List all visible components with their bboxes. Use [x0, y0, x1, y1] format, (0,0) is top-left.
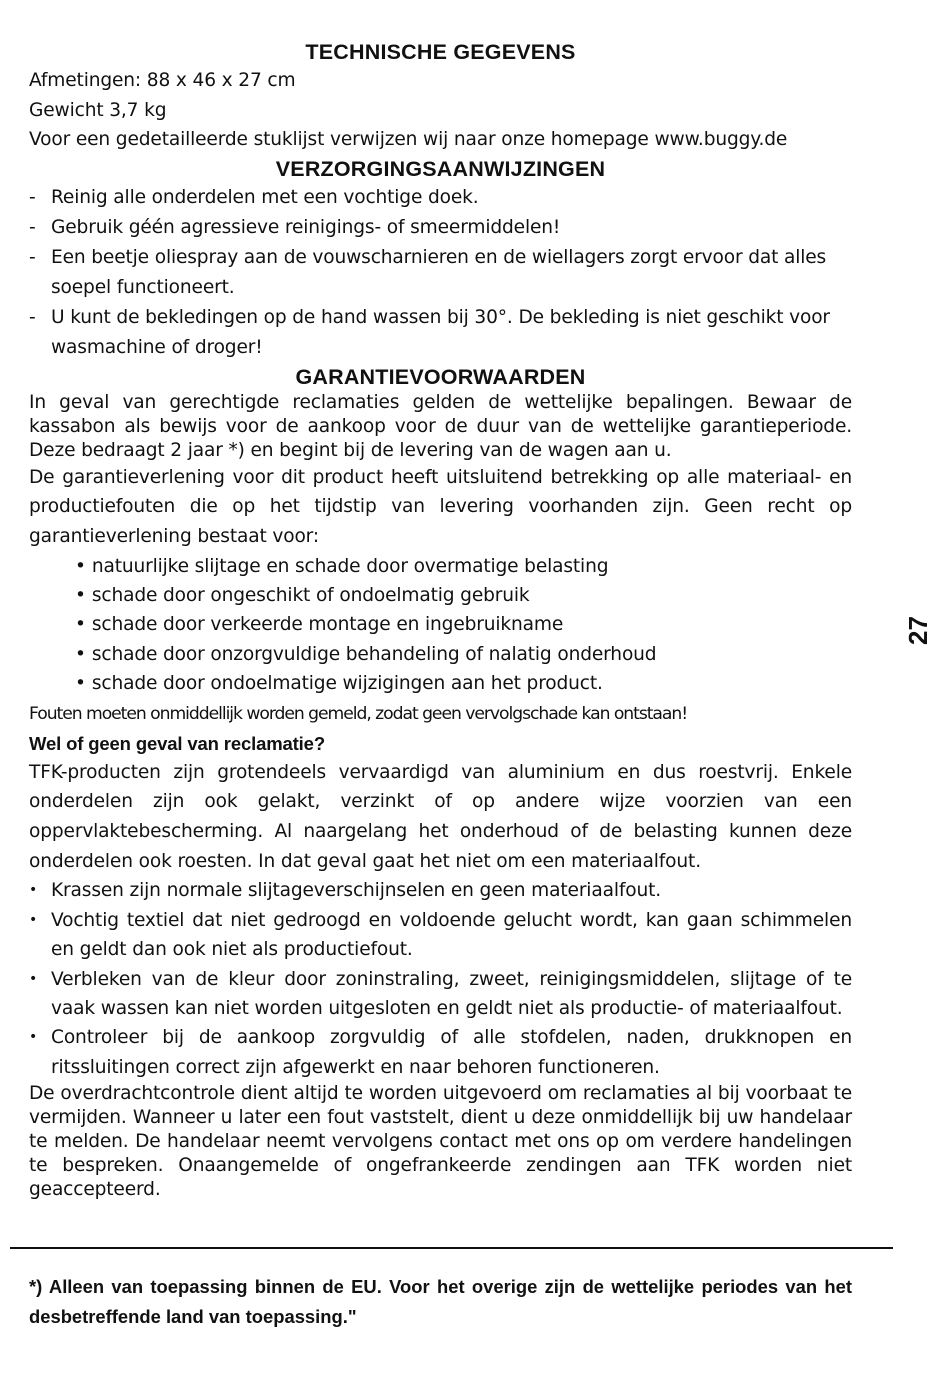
- dimensions-line: Afmetingen: 88 x 46 x 27 cm: [29, 70, 296, 91]
- dash-marker: -: [29, 186, 36, 208]
- list-item: • schade door verkeerde montage en ingebruikname: [75, 610, 852, 639]
- page-number: 27: [902, 615, 933, 645]
- care-instructions-title: VERZORGINGSAANWIJZINGEN: [275, 156, 606, 181]
- care-item-text: U kunt de bekledingen op de hand wassen bij 30°. De bekleding is niet geschikt voor wasmachine of droger!: [51, 306, 830, 358]
- care-item-text: Gebruik géén agressieve reinigings- of smeermiddelen!: [51, 216, 561, 238]
- warranty-exclusions-list: [29, 552, 852, 699]
- dash-marker: -: [29, 246, 36, 268]
- list-item: • schade door ondoelmatige wijzigingen aan het product.: [75, 669, 852, 698]
- list-item: • schade door ongeschikt of ondoelmatig gebruik: [75, 581, 852, 610]
- warranty-scope: De garantieverlening voor dit product heeft uitsluitend betrekking op alle materiaal- en productiefouten die op het tijdstip van levering voorhanden zijn. Geen recht op garantieverlening bestaat voor:: [29, 466, 852, 547]
- footnote-divider: [10, 1247, 893, 1249]
- document-body: [29, 38, 852, 1202]
- care-item: [29, 213, 852, 243]
- weight-line: Gewicht 3,7 kg: [29, 99, 167, 121]
- page-number-box: [898, 608, 938, 652]
- list-item: • Verbleken van de kleur door zoninstraling, zweet, reinigingsmiddelen, slijtage of te vaak wassen kan niet worden uitgesloten en geldt niet als productie- of materiaalfout.: [29, 965, 852, 1024]
- report-notice: Fouten moeten onmiddellijk worden gemeld, zodat geen vervolgschade kan ontstaan!: [29, 703, 688, 724]
- parts-list-line: Voor een gedetailleerde stuklijst verwijzen wij naar onze homepage www.buggy.de: [29, 129, 788, 150]
- claims-list: [29, 876, 852, 1082]
- care-item-text: Een beetje oliespray aan de vouwscharnieren en de wiellagers zorgt ervoor dat alles soepel functioneert.: [51, 246, 827, 298]
- claims-heading: Wel of geen geval van reclamatie?: [29, 732, 325, 754]
- dash-marker: -: [29, 216, 36, 238]
- footnote: *) Alleen van toepassing binnen de EU. Voor het overige zijn de wettelijke periodes van het desbetreffende land van toepassing.": [29, 1276, 852, 1327]
- list-item: • Krassen zijn normale slijtageverschijnselen en geen materiaalfout.: [29, 876, 852, 905]
- care-item: [29, 243, 852, 303]
- claims-intro: TFK-producten zijn grotendeels vervaardigd van aluminium en dus roestvrij. Enkele onderdelen zijn ook gelakt, verzinkt of op andere wijze voorzien van een oppervlaktebescherming. Al naargelang het onderhoud of de belasting kunnen deze onderdelen ook roesten. In dat geval gaat het niet om een materiaalfout.: [29, 761, 852, 872]
- care-item-text: Reinig alle onderdelen met een vochtige doek.: [51, 186, 479, 208]
- warranty-intro: In geval van gerechtigde reclamaties gelden de wettelijke bepalingen. Bewaar de kassabon als bewijs voor de aankoop voor de duur van de wettelijke garantieperiode. Deze bedraagt 2 jaar *) en begint bij de levering van de wagen aan u.: [29, 391, 852, 461]
- dash-marker: -: [29, 306, 36, 328]
- care-item: [29, 303, 852, 363]
- list-item: • Vochtig textiel dat niet gedroogd en voldoende gelucht wordt, kan gaan schimmelen en geldt dan ook niet als productiefout.: [29, 906, 852, 965]
- care-item: [29, 183, 852, 213]
- warranty-title: GARANTIEVOORWAARDEN: [295, 364, 586, 389]
- list-item: • Controleer bij de aankoop zorgvuldig of alle stofdelen, naden, drukknopen en ritssluitingen correct zijn afgewerkt en naar behoren functioneren.: [29, 1023, 852, 1082]
- technical-data-title: TECHNISCHE GEGEVENS: [305, 40, 576, 64]
- list-item: • natuurlijke slijtage en schade door overmatige belasting: [75, 552, 852, 581]
- claims-closing: De overdrachtcontrole dient altijd te worden uitgevoerd om reclamaties al bij voorbaat te vermijden. Wanneer u later een fout vaststelt, dient u deze onmiddellijk bij uw handelaar te melden. De handelaar neemt vervolgens contact met ons op om verdere handelingen te bespreken. Onaangemelde of ongefrankeerde zendingen aan TFK worden niet geaccepteerd.: [29, 1083, 852, 1201]
- list-item: • schade door onzorgvuldige behandeling of nalatig onderhoud: [75, 640, 852, 669]
